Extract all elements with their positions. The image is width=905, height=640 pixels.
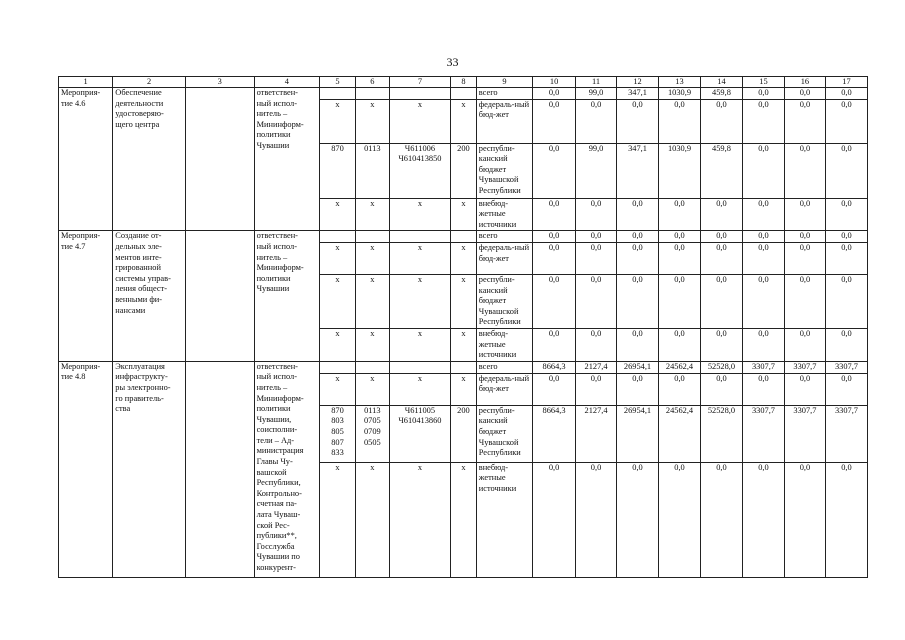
cell-line: 870 — [331, 405, 344, 415]
cell-line: деятельности — [115, 98, 164, 108]
cell-line: x — [417, 198, 423, 208]
funding-value-11: 0,0 — [576, 198, 617, 231]
cell-line: x — [370, 328, 375, 338]
funding-value-15: 0,0 — [742, 373, 784, 405]
section-code — [355, 405, 389, 462]
expense-type-code — [451, 143, 477, 198]
header-cell-7: 7 — [389, 77, 450, 88]
measure-id — [59, 231, 113, 361]
funding-value-13: 0,0 — [659, 462, 701, 578]
measure-executor — [254, 361, 320, 578]
funding-value-13: 1030,9 — [659, 88, 701, 100]
funding-value-14: 0,0 — [700, 462, 742, 578]
funding-source: федераль-ный бюд-жет — [476, 242, 532, 274]
cell-line: x — [335, 373, 340, 383]
cell-line: 0505 — [363, 437, 381, 447]
cell-line: x — [417, 274, 423, 284]
funding-value-17: 0,0 — [825, 328, 867, 361]
header-cell-9: 9 — [476, 77, 532, 88]
budget-table — [58, 76, 868, 578]
funding-value-15: 0,0 — [742, 143, 784, 198]
header-cell-15: 15 — [742, 77, 784, 88]
funding-value-14: 459,8 — [700, 88, 742, 100]
funding-value-11: 2127,4 — [576, 405, 617, 462]
cell-line: политики — [256, 404, 291, 414]
cell-line: Мининформ- — [256, 393, 304, 403]
funding-value-14: 0,0 — [700, 99, 742, 143]
cell-line: Мероприя- — [61, 88, 101, 97]
funding-value-17: 3307,7 — [825, 405, 867, 462]
grbs-code — [320, 328, 356, 361]
cell-line: Мероприя- — [61, 361, 101, 371]
target-article-code — [389, 373, 450, 405]
cell-line: Мининформ- — [256, 263, 304, 273]
funding-value-16: 0,0 — [784, 462, 825, 578]
funding-value-14: 0,0 — [700, 328, 742, 361]
funding-value-12: 347,1 — [617, 143, 659, 198]
cell-line: 0705 — [363, 416, 381, 426]
funding-value-10: 0,0 — [533, 231, 576, 243]
funding-source: всего — [476, 88, 532, 100]
cell-line: тели – Ад- — [256, 435, 295, 445]
funding-value-12: 0,0 — [617, 242, 659, 274]
funding-source: внебюд-жетные источники — [476, 328, 532, 361]
funding-value-10: 8664,3 — [533, 405, 576, 462]
cell-line: дельных эле- — [115, 241, 162, 251]
expense-type-code — [451, 198, 477, 231]
funding-value-12: 0,0 — [617, 328, 659, 361]
cell-line: x — [335, 274, 340, 284]
funding-value-11: 0,0 — [576, 242, 617, 274]
funding-value-10: 0,0 — [533, 373, 576, 405]
cell-line: политики — [256, 273, 291, 283]
measure-name — [113, 88, 186, 231]
cell-line: ответствен- — [256, 231, 298, 241]
expense-type-code — [451, 462, 477, 578]
funding-value-13: 0,0 — [659, 373, 701, 405]
funding-value-13: 24562,4 — [659, 361, 701, 373]
header-cell-2: 2 — [113, 77, 186, 88]
funding-value-10: 0,0 — [533, 143, 576, 198]
cell-line: x — [370, 274, 375, 284]
funding-value-17: 0,0 — [825, 99, 867, 143]
funding-value-17: 0,0 — [825, 231, 867, 243]
grbs-code — [320, 198, 356, 231]
cell-line: нитель – — [256, 252, 288, 262]
funding-source: федераль-ный бюд-жет — [476, 373, 532, 405]
cell-line: Ч610413860 — [398, 416, 442, 426]
funding-value-12: 0,0 — [617, 274, 659, 328]
cell-line: x — [335, 462, 340, 472]
expense-type-code — [451, 274, 477, 328]
funding-value-16: 0,0 — [784, 274, 825, 328]
cell-line: ответствен- — [256, 361, 298, 371]
cell-line: соисполни- — [256, 425, 298, 435]
funding-value-12: 347,1 — [617, 88, 659, 100]
funding-source: всего — [476, 361, 532, 373]
funding-value-11: 99,0 — [576, 143, 617, 198]
grbs-code — [320, 361, 356, 373]
cell-line: публики**, — [256, 531, 297, 541]
header-cell-10: 10 — [533, 77, 576, 88]
cell-line: x — [461, 242, 466, 252]
section-code — [355, 274, 389, 328]
cell-line: x — [461, 373, 466, 383]
cell-line: x — [417, 99, 423, 109]
cell-line: системы управ- — [115, 273, 171, 283]
grbs-code — [320, 88, 356, 100]
target-article-code — [389, 143, 450, 198]
target-article-code — [389, 274, 450, 328]
cell-line: лата Чуваш- — [256, 510, 301, 520]
cell-line: Ч610413850 — [398, 154, 442, 164]
cell-line: нансами — [115, 305, 146, 315]
funding-value-10: 8664,3 — [533, 361, 576, 373]
measure-executor — [254, 88, 320, 231]
funding-value-17: 0,0 — [825, 198, 867, 231]
cell-line: 200 — [457, 143, 470, 153]
expense-type-code — [451, 373, 477, 405]
funding-value-14: 0,0 — [700, 274, 742, 328]
funding-value-17: 0,0 — [825, 373, 867, 405]
cell-line: x — [335, 99, 340, 109]
cell-line: тие 4.8 — [61, 372, 86, 382]
funding-value-16: 0,0 — [784, 242, 825, 274]
header-cell-8: 8 — [451, 77, 477, 88]
cell-line: ства — [115, 404, 131, 414]
target-article-code — [389, 462, 450, 578]
cell-line: инфраструкту- — [115, 372, 168, 382]
cell-line: ления общест- — [115, 284, 168, 294]
target-article-code — [389, 198, 450, 231]
funding-value-11: 0,0 — [576, 274, 617, 328]
cell-line: 870 — [331, 143, 344, 153]
cell-line: тие 4.6 — [61, 98, 86, 108]
cell-line: ный испол- — [256, 372, 297, 382]
cell-line: нитель – — [256, 382, 288, 392]
cell-line: венными фи- — [115, 294, 163, 304]
grbs-code — [320, 242, 356, 274]
funding-value-13: 24562,4 — [659, 405, 701, 462]
funding-value-14: 0,0 — [700, 198, 742, 231]
funding-value-12: 26954,1 — [617, 361, 659, 373]
funding-value-13: 1030,9 — [659, 143, 701, 198]
funding-value-12: 0,0 — [617, 99, 659, 143]
header-cell-16: 16 — [784, 77, 825, 88]
funding-value-11: 0,0 — [576, 328, 617, 361]
header-cell-13: 13 — [659, 77, 701, 88]
header-cell-1: 1 — [59, 77, 113, 88]
funding-value-17: 3307,7 — [825, 361, 867, 373]
cell-line: удостоверяю- — [115, 109, 164, 119]
cell-line: Ч611006 — [404, 143, 436, 153]
section-code — [355, 242, 389, 274]
funding-value-17: 0,0 — [825, 88, 867, 100]
cell-line: x — [370, 462, 375, 472]
section-code — [355, 143, 389, 198]
header-cell-6: 6 — [355, 77, 389, 88]
header-cell-3: 3 — [185, 77, 254, 88]
funding-value-15: 3307,7 — [742, 405, 784, 462]
grbs-code — [320, 373, 356, 405]
funding-value-11: 0,0 — [576, 373, 617, 405]
funding-value-11: 2127,4 — [576, 361, 617, 373]
funding-value-15: 0,0 — [742, 328, 784, 361]
header-row — [59, 77, 868, 88]
cell-line: ры электронно- — [115, 382, 171, 392]
header-cell-11: 11 — [576, 77, 617, 88]
cell-line: 0113 — [364, 143, 381, 153]
cell-line: x — [335, 242, 340, 252]
grbs-code — [320, 462, 356, 578]
funding-value-10: 0,0 — [533, 198, 576, 231]
grbs-code — [320, 405, 356, 462]
expense-type-code — [451, 242, 477, 274]
target-article-code — [389, 361, 450, 373]
cell-line: x — [370, 99, 375, 109]
funding-value-14: 0,0 — [700, 231, 742, 243]
section-code — [355, 198, 389, 231]
funding-source: внебюд-жетные источники — [476, 462, 532, 578]
cell-line: министрация — [256, 446, 304, 456]
funding-value-17: 0,0 — [825, 274, 867, 328]
cell-line: x — [370, 373, 375, 383]
cell-line: Чувашии — [256, 140, 290, 150]
funding-value-11: 0,0 — [576, 462, 617, 578]
expense-type-code — [451, 328, 477, 361]
target-article-code — [389, 328, 450, 361]
cell-line: Главы Чу- — [256, 457, 293, 467]
section-code — [355, 231, 389, 243]
cell-line: ответствен- — [256, 88, 298, 97]
cell-line: 0113 — [364, 405, 381, 415]
cell-line: Обеспечение — [115, 88, 162, 97]
funding-value-16: 3307,7 — [784, 405, 825, 462]
target-article-code — [389, 231, 450, 243]
funding-value-15: 0,0 — [742, 462, 784, 578]
cell-line: Эксплуатация — [115, 361, 165, 371]
target-article-code — [389, 88, 450, 100]
funding-value-14: 0,0 — [700, 242, 742, 274]
cell-line: Чувашии, — [256, 414, 292, 424]
funding-value-15: 0,0 — [742, 88, 784, 100]
funding-value-16: 0,0 — [784, 198, 825, 231]
table-row — [59, 88, 868, 100]
cell-line: 803 — [331, 416, 344, 426]
cell-line: 0709 — [363, 426, 381, 436]
cell-line: x — [417, 462, 423, 472]
funding-value-12: 0,0 — [617, 373, 659, 405]
cell-line: ный испол- — [256, 241, 297, 251]
section-code — [355, 88, 389, 100]
grbs-code — [320, 143, 356, 198]
funding-value-17: 0,0 — [825, 242, 867, 274]
funding-value-17: 0,0 — [825, 462, 867, 578]
funding-value-15: 0,0 — [742, 198, 784, 231]
funding-value-17: 0,0 — [825, 143, 867, 198]
target-article-code — [389, 99, 450, 143]
funding-value-15: 0,0 — [742, 99, 784, 143]
expense-type-code — [451, 231, 477, 243]
funding-source: всего — [476, 231, 532, 243]
section-code — [355, 99, 389, 143]
funding-value-10: 0,0 — [533, 242, 576, 274]
cell-line: Контрольно- — [256, 488, 302, 498]
cell-line: Создание от- — [115, 231, 162, 241]
cell-line: Ч611005 — [404, 405, 436, 415]
funding-value-10: 0,0 — [533, 462, 576, 578]
funding-value-10: 0,0 — [533, 99, 576, 143]
funding-value-12: 0,0 — [617, 462, 659, 578]
cell-line: x — [461, 462, 466, 472]
funding-value-10: 0,0 — [533, 88, 576, 100]
measure-executor — [254, 231, 320, 361]
funding-value-13: 0,0 — [659, 328, 701, 361]
cell-line: 833 — [331, 448, 344, 458]
cell-line: го правитель- — [115, 393, 164, 403]
cell-line: Чувашии по — [256, 552, 300, 562]
funding-value-12: 26954,1 — [617, 405, 659, 462]
target-article-code — [389, 242, 450, 274]
cell-line: 200 — [457, 405, 470, 415]
grbs-code — [320, 274, 356, 328]
cell-line: 807 — [331, 437, 344, 447]
expense-type-code — [451, 99, 477, 143]
funding-value-10: 0,0 — [533, 328, 576, 361]
page-number: 33 — [446, 55, 459, 69]
cell-line: политики — [256, 130, 291, 140]
funding-value-13: 0,0 — [659, 99, 701, 143]
cell-line: x — [370, 242, 375, 252]
funding-value-16: 0,0 — [784, 373, 825, 405]
header-cell-5: 5 — [320, 77, 356, 88]
target-article-code — [389, 405, 450, 462]
cell-line: Госслужба — [256, 541, 295, 551]
funding-value-15: 0,0 — [742, 231, 784, 243]
expense-type-code — [451, 88, 477, 100]
funding-value-14: 0,0 — [700, 373, 742, 405]
cell-line: x — [461, 198, 466, 208]
measure-col3 — [185, 88, 254, 231]
header-cell-12: 12 — [617, 77, 659, 88]
cell-line: x — [417, 373, 423, 383]
cell-line: Мининформ- — [256, 119, 304, 129]
funding-value-16: 3307,7 — [784, 361, 825, 373]
funding-value-14: 52528,0 — [700, 361, 742, 373]
cell-line: грированной — [115, 263, 161, 273]
cell-line: ской Рес- — [256, 520, 290, 530]
table-row — [59, 231, 868, 243]
funding-value-12: 0,0 — [617, 198, 659, 231]
table-row — [59, 361, 868, 373]
cell-line: x — [461, 99, 466, 109]
funding-value-13: 0,0 — [659, 231, 701, 243]
section-code — [355, 361, 389, 373]
measure-name — [113, 231, 186, 361]
measure-id — [59, 361, 113, 578]
cell-line: ный испол- — [256, 98, 297, 108]
expense-type-code — [451, 361, 477, 373]
cell-line: счетная па- — [256, 499, 297, 509]
measure-id — [59, 88, 113, 231]
section-code — [355, 373, 389, 405]
funding-value-11: 0,0 — [576, 99, 617, 143]
measure-col3 — [185, 361, 254, 578]
funding-value-15: 3307,7 — [742, 361, 784, 373]
funding-value-10: 0,0 — [533, 274, 576, 328]
funding-value-16: 0,0 — [784, 143, 825, 198]
funding-source: республи-канский бюджет Чувашской Республики — [476, 405, 532, 462]
cell-line: x — [461, 274, 466, 284]
funding-value-13: 0,0 — [659, 274, 701, 328]
funding-source: республи-канский бюджет Чувашской Республики — [476, 143, 532, 198]
measure-name — [113, 361, 186, 578]
cell-line: x — [335, 328, 340, 338]
funding-value-14: 52528,0 — [700, 405, 742, 462]
funding-source: федераль-ный бюд-жет — [476, 99, 532, 143]
cell-line: Чувашии — [256, 284, 290, 294]
funding-value-15: 0,0 — [742, 242, 784, 274]
funding-value-16: 0,0 — [784, 99, 825, 143]
funding-value-16: 0,0 — [784, 88, 825, 100]
measure-col3 — [185, 231, 254, 361]
section-code — [355, 328, 389, 361]
cell-line: Мероприя- — [61, 231, 101, 241]
budget-table-container — [58, 76, 868, 578]
cell-line: x — [461, 328, 466, 338]
cell-line: x — [335, 198, 340, 208]
cell-line: x — [417, 242, 423, 252]
funding-value-11: 99,0 — [576, 88, 617, 100]
cell-line: 805 — [331, 426, 344, 436]
funding-source: внебюд-жетные источники — [476, 198, 532, 231]
cell-line: щего центра — [115, 119, 160, 129]
cell-line: конкурент- — [256, 563, 296, 572]
grbs-code — [320, 99, 356, 143]
funding-source: республи-канский бюджет Чувашской Республики — [476, 274, 532, 328]
funding-value-15: 0,0 — [742, 274, 784, 328]
section-code — [355, 462, 389, 578]
funding-value-13: 0,0 — [659, 198, 701, 231]
expense-type-code — [451, 405, 477, 462]
funding-value-13: 0,0 — [659, 242, 701, 274]
cell-line: x — [370, 198, 375, 208]
cell-line: нитель – — [256, 109, 288, 119]
grbs-code — [320, 231, 356, 243]
funding-value-16: 0,0 — [784, 231, 825, 243]
funding-value-12: 0,0 — [617, 231, 659, 243]
cell-line: ментов инте- — [115, 252, 162, 262]
funding-value-14: 459,8 — [700, 143, 742, 198]
funding-value-16: 0,0 — [784, 328, 825, 361]
cell-line: Республики, — [256, 478, 301, 488]
header-cell-4: 4 — [254, 77, 320, 88]
funding-value-11: 0,0 — [576, 231, 617, 243]
cell-line: x — [417, 328, 423, 338]
cell-line: вашской — [256, 467, 287, 477]
header-cell-17: 17 — [825, 77, 867, 88]
header-cell-14: 14 — [700, 77, 742, 88]
cell-line: тие 4.7 — [61, 241, 86, 251]
